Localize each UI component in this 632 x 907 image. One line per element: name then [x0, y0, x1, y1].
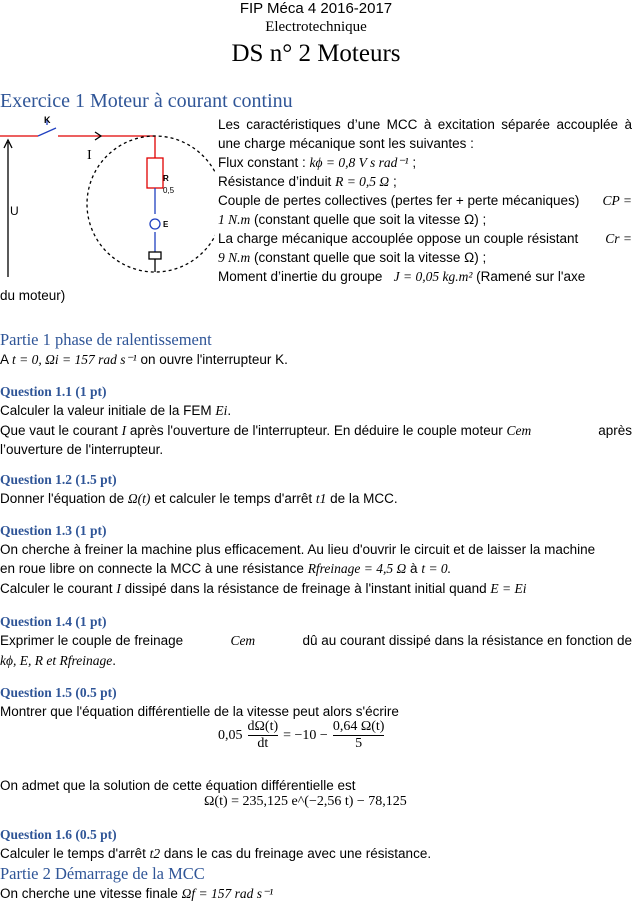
question-1-6-title: Question 1.6 (0.5 pt) — [0, 827, 117, 842]
part-1-intro: A t = 0, Ωi = 157 rad s⁻¹ on ouvre l'interrupteur K. — [0, 352, 288, 367]
question-1-2-title: Question 1.2 (1.5 pt) — [0, 472, 117, 487]
question-1-4-line1: Exprimer le couple de freinage Cem dû au courant dissipé dans la résistance en fonction de — [0, 633, 632, 648]
emf-source — [150, 219, 160, 229]
part-1-title: Partie 1 phase de ralentissement — [0, 330, 212, 349]
question-1-3-line1: On cherche à freiner la machine plus efficacement. Au lieu d'ouvrir le circuit et de laisser la machine — [0, 542, 596, 557]
question-1-1-line3: l’ouverture de l'interrupteur. — [0, 442, 164, 457]
differential-equation: 0,05 $\frac{d\Omega(t)}{dt}$ = −10 − $\frac{0,64 \Omega(t)}{5}$ — [218, 719, 385, 751]
course-line: FIP Méca 4 2016-2017 — [239, 0, 393, 17]
question-1-4-line2: kϕ, E, R et Rfreinage. — [0, 653, 116, 668]
label-r: R — [163, 174, 169, 183]
motor-characteristics: Les caractéristiques d’une MCC à excitation séparée accouplée à une charge mécanique sont les suivantes : Flux constant : kϕ = 0,8 V s rad⁻¹ ; Résistance d’induit R = 0,5 Ω ; Couple de pertes collectives (pertes fer + perte mécaniques) CP = 1 N.m (constant quelle que soit la vitesse Ω) ; La charge mécanique accouplée oppose un couple résistant Cr = 9 N.m (constant quelle que soit la vitesse Ω) ; Moment d’inertie du groupe J = 0,05 kg.m² (Ramené sur l'axe — [218, 117, 632, 284]
question-1-3-line3: Calculer le courant I dissipé dans la résistance de freinage à l'instant initial quand E = Ei — [0, 581, 527, 596]
part-2-title: Partie 2 Démarrage de la MCC — [0, 864, 205, 883]
page-title: DS n° 2 Moteurs — [231, 40, 401, 67]
solution-equation: Ω(t) = 235,125 e^(−2,56 t) − 78,125 — [204, 794, 407, 809]
question-1-5-title: Question 1.5 (0.5 pt) — [0, 685, 117, 700]
label-i: I — [87, 148, 92, 163]
label-u: U — [10, 204, 19, 218]
label-k: K — [44, 115, 51, 125]
circuit-diagram — [0, 112, 215, 287]
subject-line: Electrotechnique — [265, 19, 367, 35]
inertia-continuation: du moteur) — [0, 288, 66, 303]
exercise-1-title: Exercice 1 Moteur à courant continu — [0, 90, 293, 112]
question-1-1-line1: Calculer la valeur initiale de la FEM Ei. — [0, 403, 232, 418]
question-1-4-title: Question 1.4 (1 pt) — [0, 614, 107, 629]
question-1-2-line: Donner l'équation de Ω(t) et calculer le temps d'arrêt t1 de la MCC. — [0, 491, 398, 506]
switch-k — [38, 128, 56, 136]
question-1-5-line1: Montrer que l'équation différentielle de la vitesse peut alors s'écrire — [0, 704, 399, 719]
label-r-value: 0,5 — [163, 186, 175, 195]
question-1-5-line2: On admet que la solution de cette équation différentielle est — [0, 778, 356, 793]
part-2-line: On cherche une vitesse finale Ωf = 157 rad s⁻¹ — [0, 886, 274, 901]
question-1-1-title: Question 1.1 (1 pt) — [0, 384, 107, 399]
label-e: E — [163, 220, 169, 229]
question-1-3-title: Question 1.3 (1 pt) — [0, 523, 107, 538]
question-1-3-line2: en roue libre on connecte la MCC à une résistance Rfreinage = 4,5 Ω à t = 0. — [0, 561, 452, 576]
question-1-1-line2: Que vaut le courant I après l'ouverture de l'interrupteur. En déduire le couple moteur Cem après — [0, 423, 632, 438]
question-1-6-line: Calculer le temps d'arrêt t2 dans le cas du freinage avec une résistance. — [0, 846, 432, 861]
resistor-r — [147, 158, 163, 188]
